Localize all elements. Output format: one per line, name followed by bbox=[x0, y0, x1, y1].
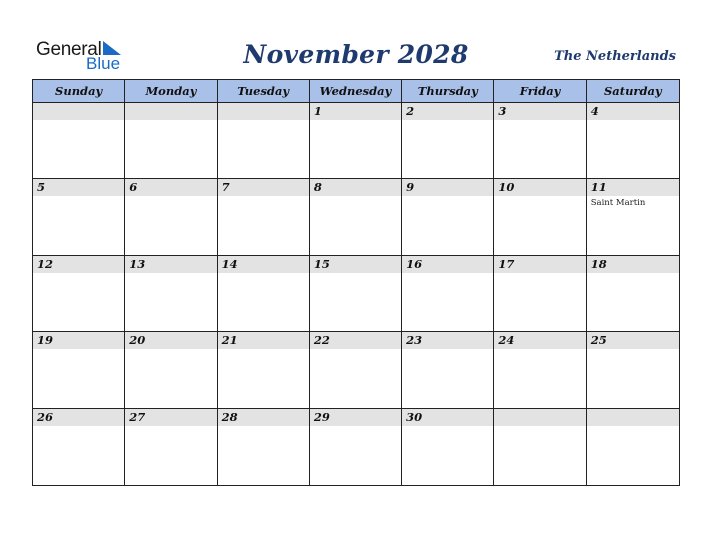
day-number: 4 bbox=[590, 104, 599, 118]
day-number: 5 bbox=[37, 180, 46, 195]
day-cell bbox=[494, 179, 586, 255]
day-number-bar bbox=[494, 256, 585, 273]
day-cell bbox=[587, 179, 679, 255]
weekday-header-monday: Monday bbox=[125, 80, 217, 103]
day-number-bar bbox=[125, 103, 216, 120]
day-number: 22 bbox=[313, 333, 330, 348]
day-number: 14 bbox=[221, 256, 238, 271]
day-number-bar bbox=[310, 256, 401, 273]
day-number: 20 bbox=[129, 333, 146, 348]
day-number-bar bbox=[587, 179, 679, 196]
logo-text-blue: Blue bbox=[86, 54, 121, 73]
day-cell bbox=[218, 256, 310, 332]
day-number-bar bbox=[33, 409, 124, 426]
logo-text-general: General bbox=[36, 39, 102, 60]
day-number-bar bbox=[402, 103, 493, 120]
day-number-bar bbox=[218, 179, 309, 196]
day-number-bar bbox=[310, 179, 401, 196]
day-number: 6 bbox=[129, 180, 138, 195]
country-name: The Netherlands bbox=[554, 49, 676, 64]
day-number: 1 bbox=[313, 104, 322, 118]
day-cell bbox=[494, 332, 586, 408]
calendar-title: November 2028 bbox=[243, 40, 469, 69]
day-cell bbox=[310, 103, 402, 179]
day-number-bar bbox=[310, 332, 401, 349]
weekday-header-friday: Friday bbox=[494, 80, 586, 103]
day-cell bbox=[33, 179, 125, 255]
day-number: 11 bbox=[590, 180, 607, 195]
day-cell bbox=[494, 256, 586, 332]
day-number: 24 bbox=[498, 333, 515, 348]
day-cell bbox=[402, 103, 494, 179]
day-cell bbox=[402, 332, 494, 408]
day-number-bar bbox=[587, 409, 679, 426]
day-number-bar bbox=[587, 103, 679, 120]
day-cell bbox=[402, 256, 494, 332]
holiday-label: Saint Martin bbox=[590, 198, 646, 209]
day-cell bbox=[587, 103, 679, 179]
day-cell bbox=[125, 256, 217, 332]
day-cell bbox=[587, 256, 679, 332]
calendar-grid bbox=[32, 79, 680, 486]
day-number: 21 bbox=[221, 333, 238, 348]
day-number: 28 bbox=[221, 409, 238, 424]
day-cell bbox=[125, 409, 217, 485]
day-number-bar bbox=[587, 332, 679, 349]
day-cell bbox=[494, 103, 586, 179]
day-number: 30 bbox=[406, 409, 423, 424]
day-number-bar bbox=[218, 103, 309, 120]
day-number-bar bbox=[494, 103, 585, 120]
weekday-header-thursday: Thursday bbox=[402, 80, 494, 103]
day-number-bar bbox=[125, 179, 216, 196]
day-number-bar bbox=[125, 332, 216, 349]
day-number-bar bbox=[402, 332, 493, 349]
day-number-bar bbox=[402, 256, 493, 273]
day-number-bar bbox=[33, 103, 124, 120]
day-cell bbox=[33, 409, 125, 485]
day-number: 9 bbox=[406, 180, 415, 195]
day-number-bar bbox=[402, 409, 493, 426]
day-number-bar bbox=[402, 179, 493, 196]
day-cell bbox=[310, 409, 402, 485]
day-number: 12 bbox=[37, 256, 54, 271]
day-cell bbox=[218, 103, 310, 179]
day-number-bar bbox=[33, 256, 124, 273]
day-number: 23 bbox=[406, 333, 423, 348]
weekday-header-sunday: Sunday bbox=[33, 80, 125, 103]
day-number-bar bbox=[218, 256, 309, 273]
day-cell bbox=[125, 332, 217, 408]
day-cell bbox=[218, 409, 310, 485]
day-number: 29 bbox=[313, 409, 330, 424]
day-number: 10 bbox=[498, 180, 515, 195]
day-cell bbox=[218, 179, 310, 255]
day-cell bbox=[310, 332, 402, 408]
day-number: 27 bbox=[129, 409, 146, 424]
day-cell bbox=[402, 409, 494, 485]
day-cell bbox=[33, 256, 125, 332]
day-number-bar bbox=[494, 179, 585, 196]
day-number: 15 bbox=[313, 256, 330, 271]
day-number: 19 bbox=[37, 333, 54, 348]
day-cell bbox=[402, 179, 494, 255]
day-number: 25 bbox=[590, 333, 607, 348]
day-number: 16 bbox=[406, 256, 423, 271]
day-number: 2 bbox=[406, 104, 415, 118]
day-number-bar bbox=[33, 332, 124, 349]
day-cell bbox=[125, 179, 217, 255]
day-cell bbox=[587, 409, 679, 485]
weekday-header-saturday: Saturday bbox=[587, 80, 679, 103]
day-number-bar bbox=[33, 179, 124, 196]
day-number: 13 bbox=[129, 256, 146, 271]
day-number: 3 bbox=[498, 104, 507, 118]
day-number-bar bbox=[494, 332, 585, 349]
day-cell bbox=[33, 103, 125, 179]
day-number: 18 bbox=[590, 256, 607, 271]
day-number-bar bbox=[587, 256, 679, 273]
day-number-bar bbox=[218, 409, 309, 426]
weekday-header-tuesday: Tuesday bbox=[218, 80, 310, 103]
day-cell bbox=[33, 332, 125, 408]
day-number-bar bbox=[494, 409, 585, 426]
weekday-header-wednesday: Wednesday bbox=[310, 80, 402, 103]
day-cell bbox=[310, 256, 402, 332]
day-cell bbox=[587, 332, 679, 408]
day-number-bar bbox=[310, 409, 401, 426]
day-cell bbox=[125, 103, 217, 179]
day-number: 26 bbox=[37, 409, 54, 424]
day-number-bar bbox=[125, 256, 216, 273]
day-number: 7 bbox=[221, 180, 230, 195]
day-cell bbox=[310, 179, 402, 255]
day-number-bar bbox=[310, 103, 401, 120]
day-number-bar bbox=[125, 409, 216, 426]
day-cell bbox=[494, 409, 586, 485]
day-number-bar bbox=[218, 332, 309, 349]
day-cell bbox=[218, 332, 310, 408]
day-number: 17 bbox=[498, 256, 515, 271]
day-number: 8 bbox=[313, 180, 322, 195]
